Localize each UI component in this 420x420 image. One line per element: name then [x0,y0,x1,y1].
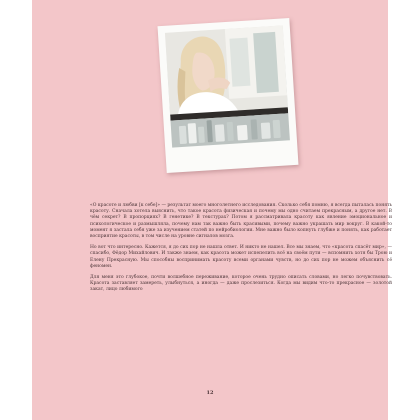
paragraph: Для меня это глубокое, почти волшебное переживание, которое очень трудно описать словами, но легко почувствовать. Красота заставляет замереть, улыбнуться, а иногда — даже прослезиться. Когда мы видим что-то прекрасное — золотой закат, лицо любимого [90,275,392,293]
body-text [90,203,392,299]
portrait-photo [165,25,290,147]
paragraph: «О красоте и любви [к себе]» — результат моего многолетнего исследования. Сколько себя помню, я всегда пыталась понять красоту. Сначала хотела выяснить, что такое красота физическая и почему мы одно считаем прекрасным, а другое нет. В чём секрет? В пропорциях? В генетике? В текстурах? Потом я рассматривала красоту как явление эмоциональное и психологическое и размышляла, почему нам так важно быть красивыми, почему важно украшать мир вокруг. В какой-то момент я застала себя уже за изучением статей по нейробиологии. Мне важно было копнуть глубже и понять, как работает восприятие красоты, в том числе на уровне сигналов мозга. [90,203,392,240]
paragraph: Но вот что интересно. Кажется, я до сих пор не нашла ответ. И никто не нашел. Все мы знаем, что «красота спасёт мир», — спасибо, Фёдор Михайлович. И также знаем, как красота может испепелить всё на своём пути — вспомнить хотя бы Трою и Елену Прекрасную. Мы способны воспринимать красоту всеми органами чувств, но до сих пор не можем объяснить сё феномен. [90,245,392,269]
book-page [32,0,392,420]
polaroid-frame [158,18,299,173]
page-number: 12 [206,390,214,396]
portrait-photo-illustration [165,25,290,147]
